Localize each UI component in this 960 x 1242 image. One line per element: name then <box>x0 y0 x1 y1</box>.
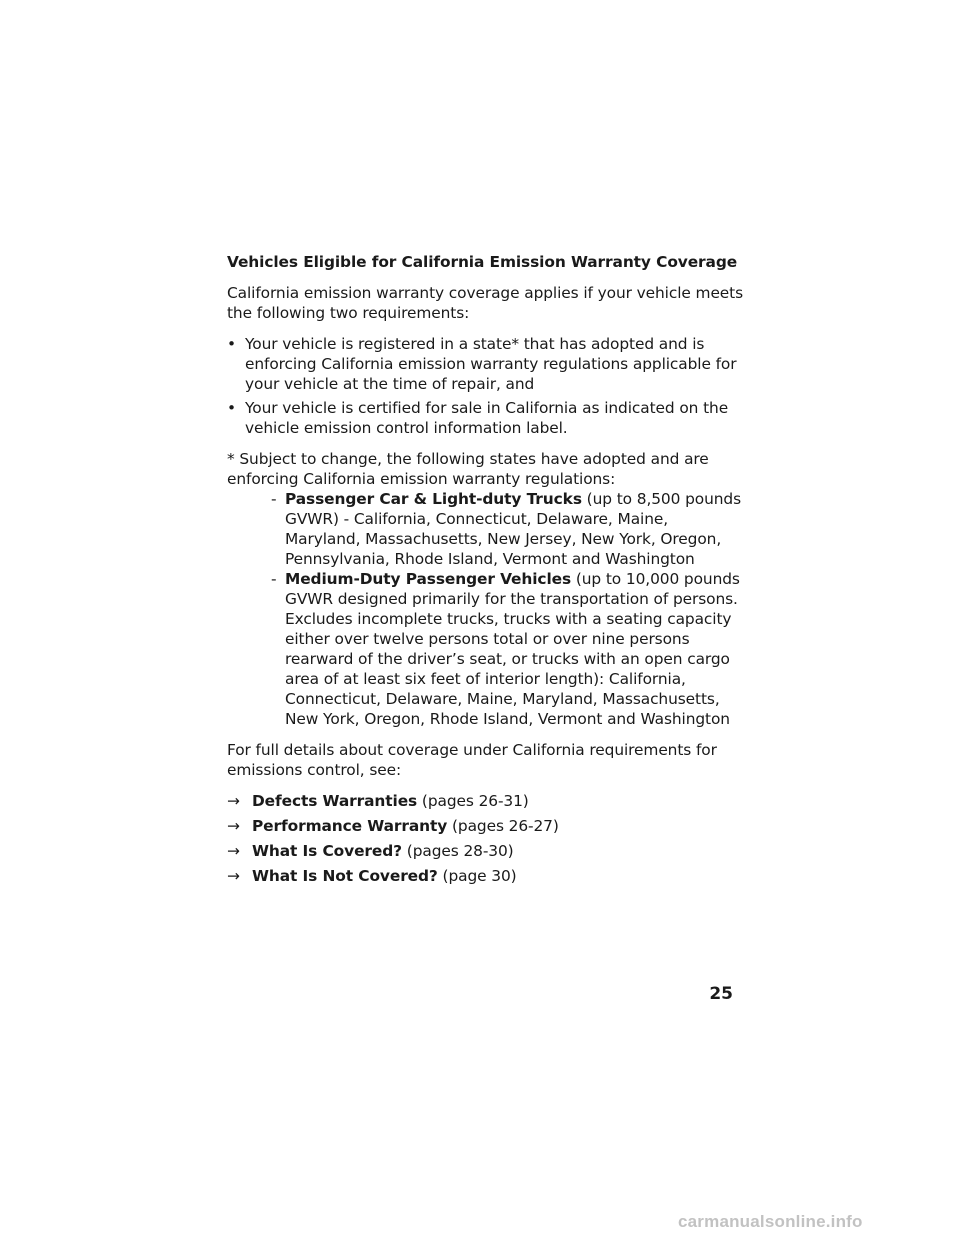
category-title: Passenger Car & Light-duty Trucks <box>285 490 582 508</box>
dash-icon: - <box>271 490 277 508</box>
reference-link[interactable] <box>227 816 747 836</box>
reference-pages: (pages 26-31) <box>417 792 529 810</box>
arrow-right-icon: → <box>227 867 240 885</box>
category-title: Medium-Duty Passenger Vehicles <box>285 570 572 588</box>
reference-link[interactable] <box>227 841 747 861</box>
reference-title: Performance Warranty <box>252 817 448 835</box>
section-heading: Vehicles Eligible for California Emission Warranty Coverage <box>227 253 738 271</box>
category-text: (up to 8,500 pounds GVWR) - California, Connecticut, Delaware, Maine, Maryland, Massachusetts, New Jersey, New York, Oregon, Pennsylvania, Rhode Island, Vermont and Washington <box>285 490 741 568</box>
states-list <box>271 489 747 729</box>
requirement-text: Your vehicle is registered in a state* that has adopted and is enforcing California emission warranty regulations applicable for your vehicle at the time of repair, and <box>245 335 737 393</box>
bullet-icon: • <box>227 399 236 417</box>
page-content <box>227 252 747 891</box>
reference-pages: (pages 28-30) <box>402 842 514 860</box>
list-item <box>227 334 747 394</box>
reference-title: Defects Warranties <box>252 792 418 810</box>
reference-link[interactable] <box>227 791 747 811</box>
page-number: 25 <box>709 984 733 1004</box>
list-item <box>271 569 747 729</box>
list-item <box>271 489 747 569</box>
watermark: carmanualsonline.info <box>678 1212 863 1231</box>
details-intro: For full details about coverage under California requirements for emissions control, see: <box>227 741 717 779</box>
reference-list <box>227 791 747 886</box>
requirement-text: Your vehicle is certified for sale in California as indicated on the vehicle emission control information label. <box>245 399 729 437</box>
reference-pages: (page 30) <box>437 867 517 885</box>
reference-pages: (pages 26-27) <box>447 817 559 835</box>
reference-title: What Is Not Covered? <box>252 867 438 885</box>
list-item <box>227 398 747 438</box>
requirements-list <box>227 334 747 438</box>
arrow-right-icon: → <box>227 842 240 860</box>
arrow-right-icon: → <box>227 817 240 835</box>
reference-title: What Is Covered? <box>252 842 402 860</box>
footnote: * Subject to change, the following states have adopted and are enforcing California emission warranty regulations: <box>227 450 709 488</box>
intro-paragraph: California emission warranty coverage applies if your vehicle meets the following two requirements: <box>227 284 744 322</box>
arrow-right-icon: → <box>227 792 240 810</box>
bullet-icon: • <box>227 335 236 353</box>
reference-link[interactable] <box>227 866 747 886</box>
category-text: (up to 10,000 pounds GVWR designed primarily for the transportation of persons. Excludes incomplete trucks, trucks with a seating capacity either over twelve persons total or over nine persons rearward of the driver’s seat, or trucks with an open cargo area of at least six feet of interior length): California, Connecticut, Delaware, Maine, Maryland, Massachusetts, New York, Oregon, Rhode Island, Vermont and Washington <box>285 570 740 728</box>
dash-icon: - <box>271 570 277 588</box>
